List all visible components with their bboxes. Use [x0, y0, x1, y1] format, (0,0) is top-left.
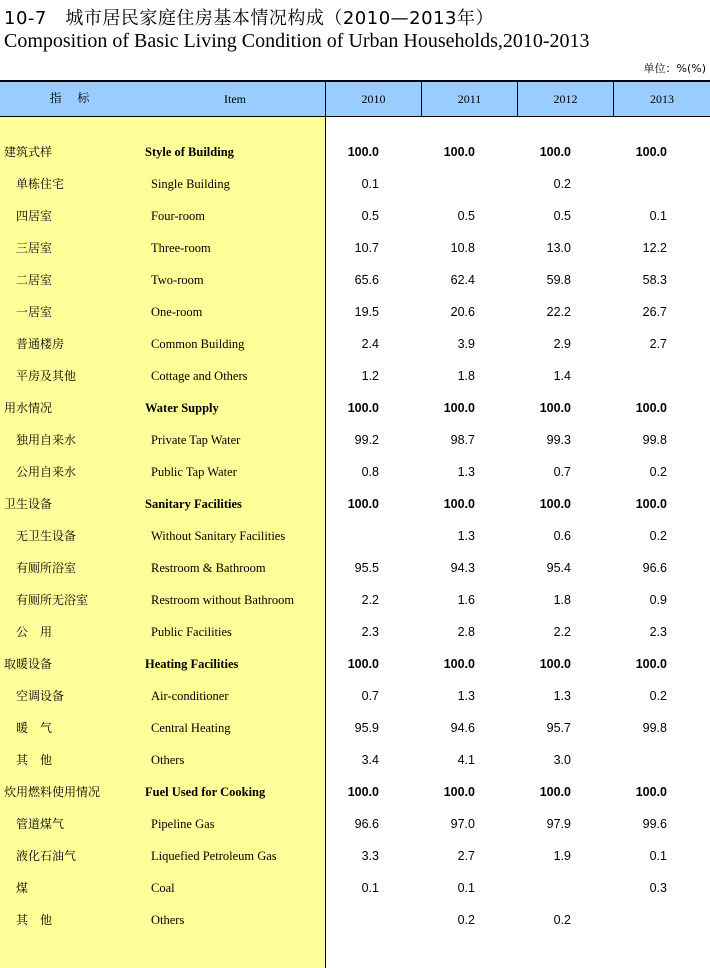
cell-value-2012: 0.5	[553, 209, 571, 223]
row-label-en: Four-room	[151, 209, 205, 223]
header-item: Item	[224, 92, 246, 106]
cell-value-2011: 100.0	[443, 401, 475, 415]
row-label-en: Liquefied Petroleum Gas	[151, 849, 277, 863]
cell-value-2011: 100.0	[443, 657, 475, 671]
table-row	[0, 264, 710, 296]
table-row	[0, 840, 710, 872]
row-label-en: Fuel Used for Cooking	[145, 785, 266, 799]
cell-value-2012: 13.0	[546, 241, 571, 255]
cell-value-2012: 59.8	[546, 273, 571, 287]
table-row	[0, 232, 710, 264]
cell-value-2010: 95.9	[354, 721, 379, 735]
section-row	[0, 488, 710, 520]
cell-value-2011: 1.8	[457, 369, 475, 383]
row-label-zh: 空调设备	[16, 689, 65, 703]
header-year-2011: 2011	[457, 92, 482, 106]
header-year-2012: 2012	[553, 92, 578, 106]
cell-value-2011: 100.0	[443, 145, 475, 159]
unit-label: 单位：%(%)	[643, 62, 706, 75]
cell-value-2011: 100.0	[443, 785, 475, 799]
cell-value-2011: 97.0	[450, 817, 475, 831]
cell-value-2013: 100.0	[635, 145, 667, 159]
row-label-zh: 单栋住宅	[16, 177, 65, 191]
row-label-zh: 二居室	[16, 273, 53, 287]
cell-value-2013: 96.6	[642, 561, 667, 575]
cell-value-2012: 1.8	[553, 593, 571, 607]
table-row	[0, 552, 710, 584]
cell-value-2013: 99.8	[642, 433, 667, 447]
cell-value-2011: 98.7	[450, 433, 475, 447]
cell-value-2013: 100.0	[635, 401, 667, 415]
cell-value-2012: 2.2	[553, 625, 571, 639]
row-label-en: Others	[151, 753, 185, 767]
cell-value-2013: 0.3	[649, 881, 667, 895]
row-label-zh: 有厕所无浴室	[16, 593, 89, 607]
cell-value-2012: 100.0	[539, 401, 571, 415]
row-label-en: Heating Facilities	[145, 657, 239, 671]
cell-value-2012: 22.2	[546, 305, 571, 319]
cell-value-2012: 1.3	[553, 689, 571, 703]
table-row	[0, 712, 710, 744]
row-label-zh: 无卫生设备	[16, 529, 77, 543]
row-label-en: Private Tap Water	[151, 433, 241, 447]
cell-value-2010: 10.7	[354, 241, 379, 255]
cell-value-2013: 12.2	[642, 241, 667, 255]
row-label-zh: 卫生设备	[4, 497, 53, 511]
cell-value-2013: 0.2	[649, 465, 667, 479]
section-row	[0, 136, 710, 168]
row-label-en: Restroom without Bathroom	[151, 593, 295, 607]
table-row	[0, 616, 710, 648]
row-label-zh: 四居室	[16, 209, 53, 223]
cell-value-2011: 20.6	[450, 305, 475, 319]
cell-value-2012: 3.0	[553, 753, 571, 767]
cell-value-2011: 0.2	[457, 913, 475, 927]
table-row	[0, 584, 710, 616]
row-label-zh: 公用自来水	[16, 465, 77, 479]
header-year-2013: 2013	[650, 92, 674, 106]
cell-value-2012: 95.4	[546, 561, 571, 575]
row-label-zh: 液化石油气	[16, 849, 77, 863]
cell-value-2011: 100.0	[443, 497, 475, 511]
table-row	[0, 808, 710, 840]
cell-value-2011: 0.1	[457, 881, 475, 895]
table-row	[0, 168, 710, 200]
section-row	[0, 776, 710, 808]
row-label-zh: 用水情况	[4, 401, 53, 415]
cell-value-2012: 99.3	[546, 433, 571, 447]
row-label-zh: 三居室	[16, 241, 53, 255]
cell-value-2010: 65.6	[354, 273, 379, 287]
cell-value-2010: 0.1	[361, 177, 379, 191]
cell-value-2010: 96.6	[354, 817, 379, 831]
row-label-zh: 平房及其他	[16, 369, 77, 383]
cell-value-2010: 100.0	[347, 657, 379, 671]
cell-value-2010: 19.5	[354, 305, 379, 319]
section-row	[0, 392, 710, 424]
row-label-en: Pipeline Gas	[151, 817, 215, 831]
cell-value-2012: 2.9	[553, 337, 571, 351]
cell-value-2010: 3.4	[361, 753, 379, 767]
cell-value-2010: 99.2	[354, 433, 379, 447]
cell-value-2011: 1.3	[457, 529, 475, 543]
cell-value-2010: 95.5	[354, 561, 379, 575]
cell-value-2012: 95.7	[546, 721, 571, 735]
row-label-en: Central Heating	[151, 721, 231, 735]
row-label-en: Water Supply	[145, 401, 219, 415]
cell-value-2012: 100.0	[539, 497, 571, 511]
row-label-zh: 取暖设备	[4, 657, 53, 671]
cell-value-2011: 2.7	[457, 849, 475, 863]
row-label-zh: 暖 气	[16, 721, 53, 735]
cell-value-2010: 2.4	[361, 337, 379, 351]
table-row	[0, 680, 710, 712]
cell-value-2012: 1.9	[553, 849, 571, 863]
cell-value-2011: 94.3	[450, 561, 475, 575]
row-label-zh: 其 他	[16, 753, 53, 767]
header-year-2010: 2010	[361, 92, 386, 106]
cell-value-2013: 0.1	[649, 849, 667, 863]
row-label-zh: 炊用燃料使用情况	[4, 785, 101, 799]
table-row	[0, 296, 710, 328]
row-label-zh: 普通楼房	[16, 337, 65, 351]
cell-value-2010: 100.0	[347, 785, 379, 799]
table-row	[0, 200, 710, 232]
table-row	[0, 328, 710, 360]
row-label-en: Without Sanitary Facilities	[151, 529, 286, 543]
header-indicator: 指 标	[49, 91, 96, 105]
cell-value-2012: 0.2	[553, 177, 571, 191]
title-zh: 10-7 城市居民家庭住房基本情况构成（2010—2013年）	[4, 8, 494, 29]
cell-value-2013: 99.8	[642, 721, 667, 735]
cell-value-2011: 1.3	[457, 465, 475, 479]
table-header	[0, 82, 710, 117]
cell-value-2013: 58.3	[642, 273, 667, 287]
cell-value-2011: 4.1	[457, 753, 475, 767]
row-label-en: Style of Building	[145, 145, 234, 159]
row-label-en: Two-room	[151, 273, 204, 287]
cell-value-2012: 1.4	[553, 369, 571, 383]
row-label-en: Public Facilities	[151, 625, 232, 639]
cell-value-2010: 100.0	[347, 497, 379, 511]
row-label-en: Restroom & Bathroom	[151, 561, 266, 575]
table-row	[0, 424, 710, 456]
cell-value-2010: 3.3	[361, 849, 379, 863]
table-row	[0, 872, 710, 904]
row-label-en: Sanitary Facilities	[145, 497, 242, 511]
table-body	[0, 136, 710, 936]
row-label-en: Common Building	[151, 337, 245, 351]
row-label-en: Single Building	[151, 177, 230, 191]
cell-value-2013: 100.0	[635, 785, 667, 799]
cell-value-2013: 2.7	[649, 337, 667, 351]
cell-value-2011: 94.6	[450, 721, 475, 735]
cell-value-2012: 0.2	[553, 913, 571, 927]
cell-value-2013: 0.2	[649, 689, 667, 703]
row-label-en: Public Tap Water	[151, 465, 237, 479]
table-row	[0, 520, 710, 552]
cell-value-2012: 100.0	[539, 785, 571, 799]
table-row	[0, 360, 710, 392]
row-label-zh: 其 他	[16, 913, 53, 927]
cell-value-2013: 0.1	[649, 209, 667, 223]
title-en: Composition of Basic Living Condition of Urban Households,2010-2013	[4, 30, 590, 52]
cell-value-2010: 2.3	[361, 625, 379, 639]
cell-value-2010: 0.5	[361, 209, 379, 223]
cell-value-2013: 100.0	[635, 497, 667, 511]
cell-value-2011: 62.4	[450, 273, 475, 287]
cell-value-2011: 2.8	[457, 625, 475, 639]
row-label-en: Others	[151, 913, 185, 927]
table-row	[0, 744, 710, 776]
row-label-zh: 建筑式样	[4, 145, 53, 159]
row-label-zh: 公 用	[16, 625, 53, 639]
table-row	[0, 456, 710, 488]
row-label-zh: 管道煤气	[16, 817, 65, 831]
cell-value-2012: 97.9	[546, 817, 571, 831]
cell-value-2012: 100.0	[539, 657, 571, 671]
cell-value-2011: 1.3	[457, 689, 475, 703]
cell-value-2010: 2.2	[361, 593, 379, 607]
cell-value-2012: 0.7	[553, 465, 571, 479]
cell-value-2013: 0.9	[649, 593, 667, 607]
cell-value-2011: 3.9	[457, 337, 475, 351]
cell-value-2010: 100.0	[347, 401, 379, 415]
section-row	[0, 648, 710, 680]
row-label-zh: 煤	[16, 881, 29, 895]
row-label-en: Coal	[151, 881, 175, 895]
cell-value-2010: 0.7	[361, 689, 379, 703]
cell-value-2012: 100.0	[539, 145, 571, 159]
cell-value-2011: 0.5	[457, 209, 475, 223]
cell-value-2011: 10.8	[450, 241, 475, 255]
row-label-en: Air-conditioner	[151, 689, 229, 703]
cell-value-2013: 0.2	[649, 529, 667, 543]
cell-value-2013: 2.3	[649, 625, 667, 639]
cell-value-2010: 1.2	[361, 369, 379, 383]
cell-value-2010: 0.1	[361, 881, 379, 895]
row-label-zh: 有厕所浴室	[16, 561, 77, 575]
row-label-zh: 独用自来水	[16, 433, 77, 447]
cell-value-2012: 0.6	[553, 529, 571, 543]
cell-value-2010: 0.8	[361, 465, 379, 479]
row-label-en: Cottage and Others	[151, 369, 248, 383]
table-row	[0, 904, 710, 936]
cell-value-2011: 1.6	[457, 593, 475, 607]
cell-value-2013: 100.0	[635, 657, 667, 671]
cell-value-2013: 99.6	[642, 817, 667, 831]
cell-value-2013: 26.7	[642, 305, 667, 319]
cell-value-2010: 100.0	[347, 145, 379, 159]
row-label-en: One-room	[151, 305, 203, 319]
row-label-en: Three-room	[151, 241, 211, 255]
row-label-zh: 一居室	[16, 305, 53, 319]
